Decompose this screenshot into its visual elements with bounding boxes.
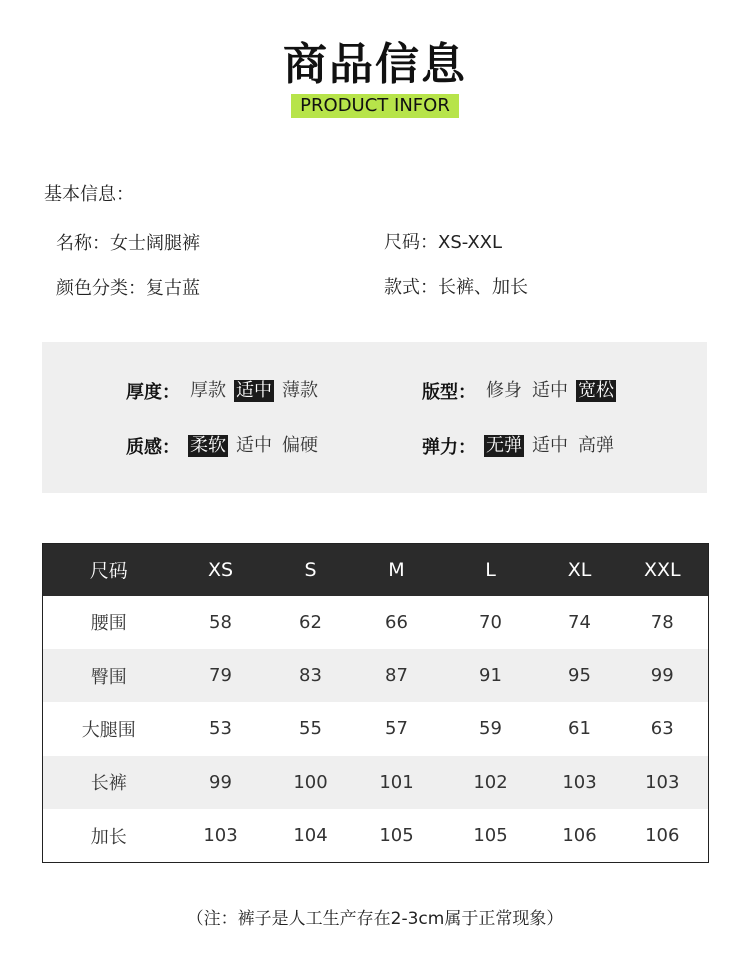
feature-label: 弹力： (422, 437, 476, 458)
info-item-size (384, 228, 502, 254)
table-cell: 长裤 (90, 773, 127, 795)
table-header-row (43, 544, 709, 596)
table-cell: 62 (299, 611, 322, 633)
table-cell: 106 (645, 825, 680, 846)
table-header-cell: XS (207, 558, 234, 581)
feature-option: 适中 (532, 380, 568, 401)
feature-label: 质感： (126, 437, 180, 458)
table-cell: 102 (473, 771, 508, 793)
table-cell: 100 (293, 771, 328, 793)
info-item-style (384, 273, 528, 299)
table-cell: 101 (379, 771, 414, 793)
table-cell: 61 (568, 718, 591, 740)
table-cell: 74 (568, 611, 591, 633)
table-cell: 95 (568, 665, 591, 687)
table-row (43, 596, 709, 649)
table-cell: 58 (209, 611, 232, 633)
info-label: 尺码： (384, 232, 438, 253)
feature-option: 适中 (236, 435, 272, 456)
info-value: 复古蓝 (146, 278, 200, 299)
info-value: 女士阔腿裤 (110, 233, 200, 254)
feature-option: 厚款 (190, 380, 226, 401)
feature-panel (42, 342, 707, 493)
info-label: 款式： (384, 277, 438, 298)
feature-thickness (126, 378, 320, 404)
table-cell: 78 (650, 611, 674, 633)
table-cell: 大腿围 (81, 719, 136, 741)
table-cell: 87 (385, 665, 408, 687)
feature-label: 版型： (422, 382, 476, 403)
table-row (43, 756, 709, 809)
table-cell: 106 (562, 825, 597, 846)
info-item-color (56, 274, 200, 300)
info-value: XS-XXL (438, 232, 503, 253)
table-row (43, 809, 709, 862)
feature-option: 适中 (532, 435, 568, 456)
feature-texture (126, 433, 320, 459)
table-header-cell: L (485, 558, 496, 581)
table-header-cell: M (388, 558, 405, 581)
table-header-cell: 尺码 (89, 560, 128, 583)
feature-option: 偏硬 (282, 435, 318, 456)
table-cell: 加长 (90, 826, 127, 848)
table-cell: 105 (473, 825, 508, 846)
table-cell: 57 (385, 718, 408, 740)
table-cell: 103 (203, 825, 238, 846)
table-cell: 104 (293, 825, 328, 846)
feature-option: 柔软 (190, 435, 226, 456)
table-row (43, 702, 709, 755)
subtitle-badge: PRODUCT INFOR (291, 94, 459, 118)
page-title: 商品信息 (283, 39, 467, 90)
table-cell: 99 (650, 665, 674, 687)
feature-elasticity (422, 433, 616, 459)
info-item-name (56, 229, 200, 255)
feature-option: 高弹 (578, 435, 614, 456)
table-cell: 53 (209, 718, 232, 740)
feature-option: 薄款 (282, 380, 318, 401)
table-header-cell: S (304, 558, 317, 581)
table-row (43, 649, 709, 702)
feature-option: 无弹 (486, 435, 522, 456)
size-table (42, 543, 709, 863)
feature-label: 厚度： (126, 382, 180, 403)
basic-info-heading: 基本信息： (44, 184, 134, 205)
info-label: 名称： (56, 233, 110, 254)
table-cell: 66 (385, 611, 408, 633)
info-label: 颜色分类： (56, 278, 146, 299)
table-header-cell: XXL (643, 558, 681, 581)
feature-fit (422, 378, 616, 404)
feature-option: 适中 (236, 380, 272, 401)
table-cell: 55 (299, 718, 322, 740)
table-cell: 70 (479, 611, 502, 633)
table-cell: 臀围 (90, 666, 127, 688)
table-cell: 63 (650, 718, 674, 740)
table-cell: 103 (645, 771, 680, 793)
table-cell: 83 (299, 665, 322, 687)
feature-option: 修身 (486, 380, 522, 401)
footnote: （注：裤子是人工生产存在2-3cm属于正常现象） (186, 909, 564, 929)
table-cell: 99 (209, 771, 232, 793)
table-cell: 103 (562, 771, 597, 793)
table-cell: 105 (379, 825, 414, 846)
table-cell: 腰围 (90, 613, 127, 635)
table-cell: 59 (479, 718, 502, 740)
feature-option: 宽松 (578, 380, 614, 401)
subtitle-wrapper (0, 94, 750, 118)
table-header-cell: XL (567, 558, 592, 581)
table-cell: 91 (479, 665, 502, 687)
info-value: 长裤、加长 (438, 277, 528, 298)
table-cell: 79 (209, 665, 232, 687)
